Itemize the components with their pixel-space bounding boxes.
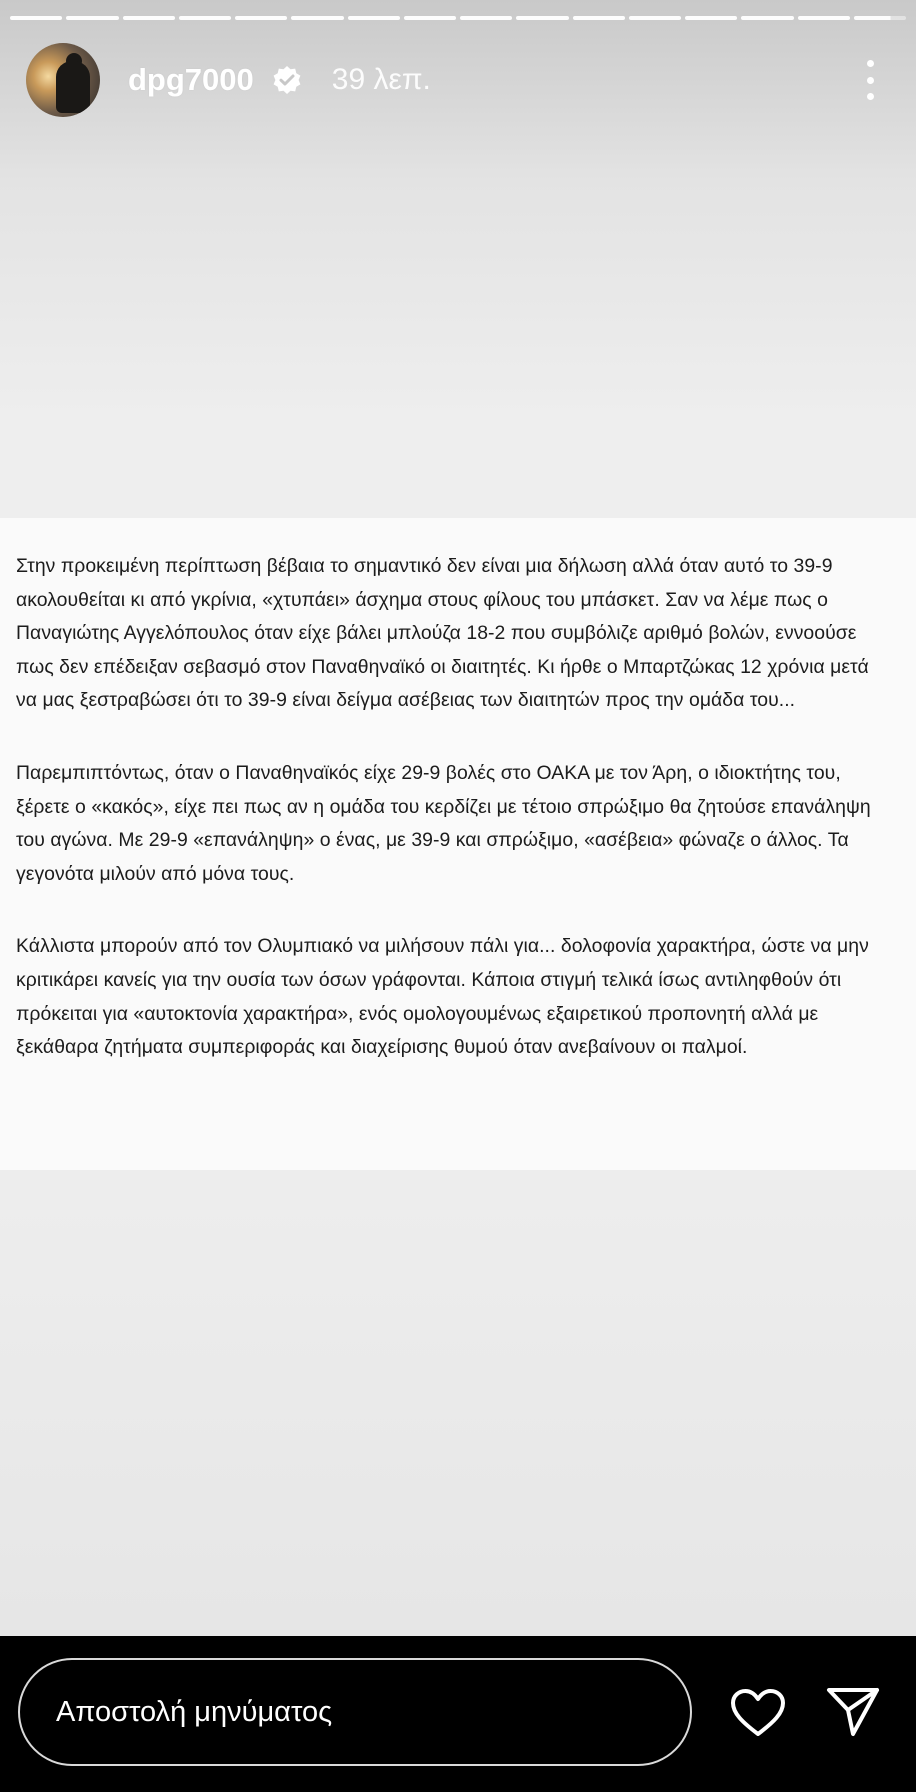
progress-segment: [573, 16, 625, 20]
story-header: [26, 42, 890, 118]
avatar-figure-body: [56, 61, 90, 113]
avatar[interactable]: [26, 43, 100, 117]
progress-segment: [516, 16, 568, 20]
story-footer: [0, 1636, 916, 1792]
progress-segment: [798, 16, 850, 20]
message-placeholder: Αποστολή μηνύματος: [56, 1695, 333, 1728]
progress-segment: [66, 16, 118, 20]
article-paragraph: Στην προκειμένη περίπτωση βέβαια το σημαντικό δεν είναι μια δήλωση αλλά όταν αυτό το 39-9 ακολουθείται κι από γκρίνια, «χτυπάει» άσχημα στους φίλους του μπάσκετ. Σαν να λέμε πως ο Παναγιώτης Αγγελόπουλος όταν είχε βάλει μπλούζα 18-2 που συμβόλιζε αριθμό βολών, εννοούσε πως δεν επέδειξαν σεβασμό στον Παναθηναϊκό οι διαιτητές. Κι ήρθε ο Μπαρτζώκας 12 χρόνια μετά να μας ξεστραβώσει ότι το 39-9 είναι δείγμα ασέβειας των διαιτητών προς την ομάδα του...: [16, 555, 869, 712]
progress-segment: [629, 16, 681, 20]
progress-segment: [854, 16, 906, 20]
send-icon[interactable]: [826, 1686, 880, 1738]
progress-segment: [348, 16, 400, 20]
progress-segment: [179, 16, 231, 20]
message-input[interactable]: [18, 1658, 692, 1766]
post-time: 39 λεπ.: [331, 63, 431, 96]
more-dot: [867, 60, 874, 67]
article-screenshot: [0, 518, 916, 1170]
username[interactable]: dpg7000: [128, 62, 254, 97]
progress-segment: [404, 16, 456, 20]
progress-segment: [235, 16, 287, 20]
progress-segment: [741, 16, 793, 20]
verified-badge-icon: [272, 65, 302, 95]
progress-segment: [10, 16, 62, 20]
article-paragraph: Παρεμπιπτόντως, όταν ο Παναθηναϊκός είχε 29-9 βολές στο ΟΑΚΑ με τον Άρη, ο ιδιοκτήτης του, ξέρετε ο «κακός», είχε πει πως αν η ομάδα του κερδίζει με τέτοιο σπρώξιμο θα ζητούσε επανάληψη του αγώνα. Με 29-9 «επανάληψη» ο ένας, με 39-9 και σπρώξιμο, «ασέβεια» φώναζε ο άλλος. Τα γεγονότα μιλούν από μόνα τους.: [16, 761, 871, 885]
heart-icon[interactable]: [730, 1688, 786, 1738]
progress-segment: [685, 16, 737, 20]
progress-segment: [123, 16, 175, 20]
more-vertical-icon[interactable]: [864, 60, 876, 100]
progress-segment: [460, 16, 512, 20]
article-paragraph: Κάλλιστα μπορούν από τον Ολυμπιακό να μιλήσουν πάλι για... δολοφονία χαρακτήρα, ώστε να μην κριτικάρει κανείς για την ουσία των όσων γράφονται. Κάποια στιγμή τελικά ίσως αντιληφθούν ότι πρόκειται για «αυτοκτονία χαρακτήρα», ενός ομολογουμένως εξαιρετικού προπονητή αλλά με ξεκάθαρα ζητήματα συμπεριφοράς και διαχείρισης θυμού όταν ανεβαίνουν οι παλμοί.: [16, 935, 869, 1059]
progress-segment: [291, 16, 343, 20]
story-progress-bar: [10, 16, 906, 20]
more-dot: [867, 77, 874, 84]
more-dot: [867, 93, 874, 100]
